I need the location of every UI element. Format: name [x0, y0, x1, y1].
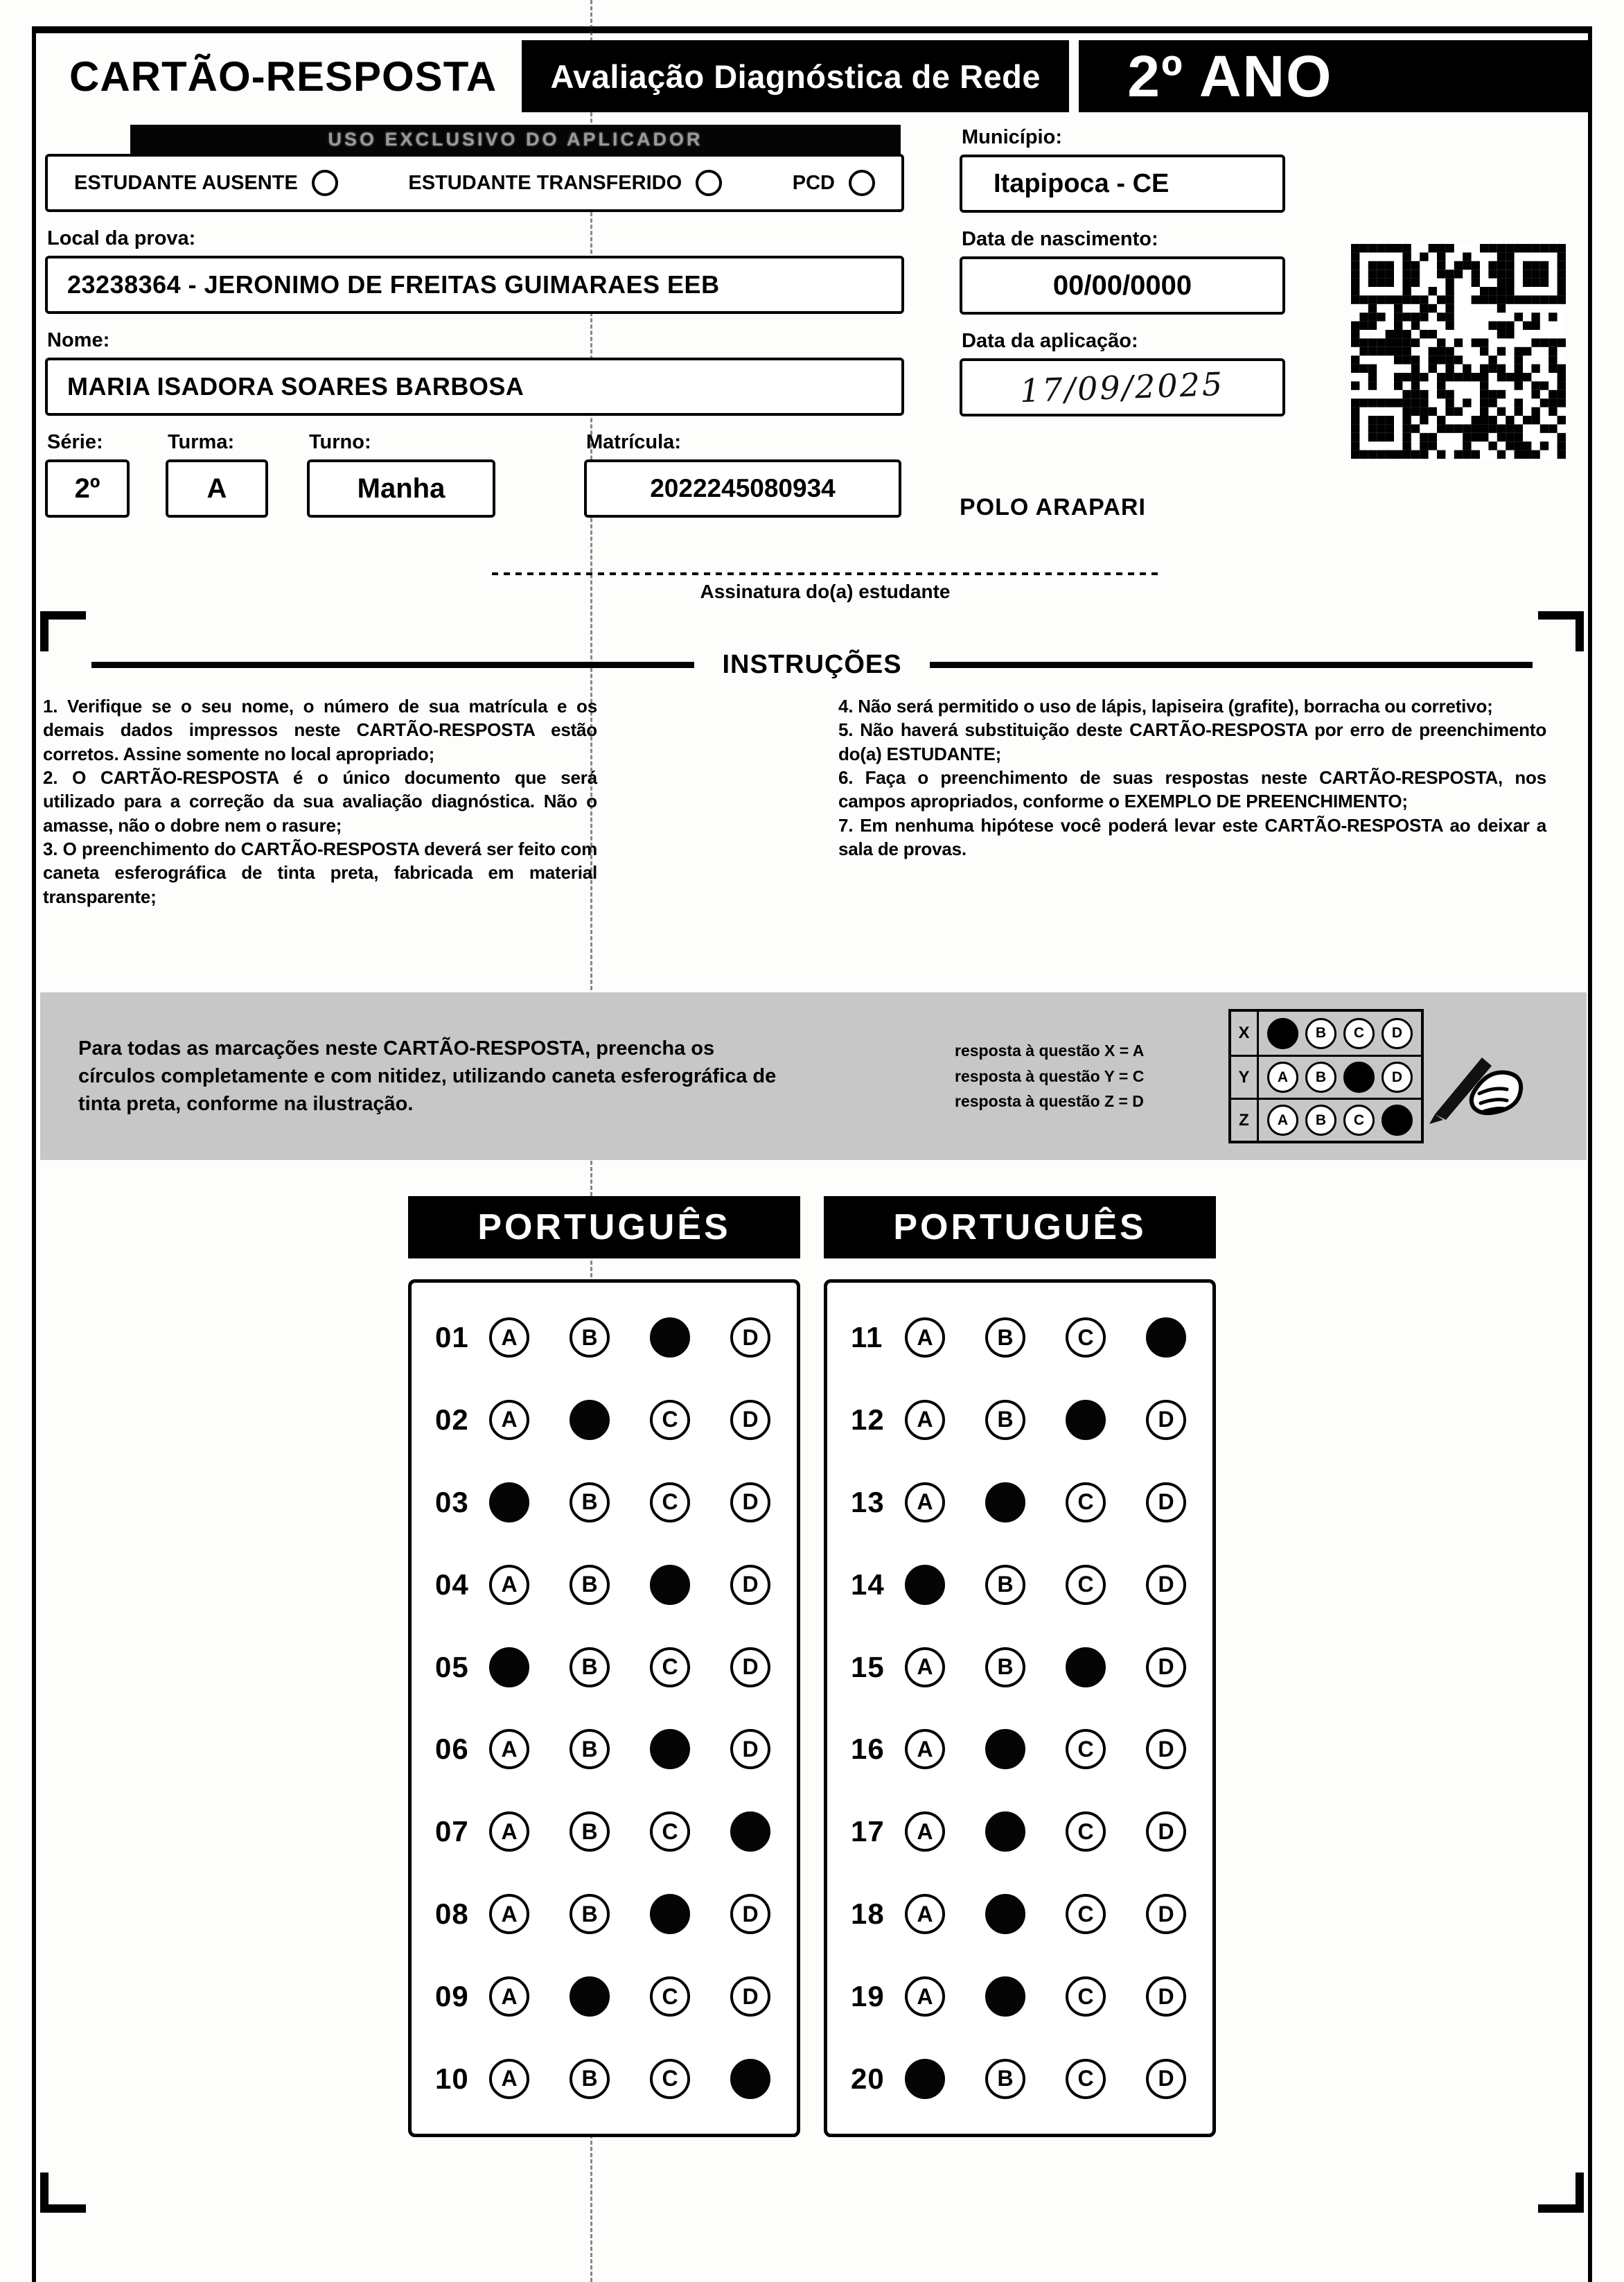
matricula-value: 2022245080934 — [584, 459, 901, 518]
example-row-label: Y — [1231, 1057, 1259, 1098]
example-grid-row — [1231, 1012, 1421, 1055]
question-row — [412, 2059, 797, 2099]
answer-bubble-b[interactable] — [985, 1729, 1025, 1769]
answer-bubble-d[interactable]: D — [1146, 1565, 1186, 1605]
instructions-rule-left — [91, 662, 694, 668]
signature-line[interactable] — [492, 572, 1158, 575]
answer-bubble-b[interactable] — [570, 1400, 610, 1440]
example-bubble-a[interactable] — [1267, 1018, 1298, 1049]
answer-bubble-c[interactable]: C — [1066, 2059, 1106, 2099]
aplicacao-value-handwritten: 17/09/2025 — [1019, 365, 1226, 410]
instruction-item: 7. Em nenhuma hipótese você poderá levar este CARTÃO-RESPOSTA ao deixar a sala de provas. — [838, 814, 1546, 859]
question-row — [412, 1894, 797, 1934]
question-row — [827, 2059, 1212, 2099]
question-row — [412, 1976, 797, 2017]
answer-bubble-b[interactable]: B — [570, 1565, 610, 1605]
corner-bracket-bottom-right — [1538, 2173, 1584, 2213]
answer-bubble-d[interactable]: D — [1146, 1482, 1186, 1522]
aplicacao-field — [960, 358, 1285, 416]
answer-bubble-a[interactable]: A — [489, 1811, 529, 1852]
turno-label: Turno: — [309, 431, 371, 453]
example-bubble-c[interactable]: C — [1343, 1105, 1375, 1136]
nascimento-value: 00/00/0000 — [1052, 270, 1192, 301]
answer-bubble-d[interactable]: D — [1146, 1729, 1186, 1769]
answer-bubble-a[interactable]: A — [905, 1482, 945, 1522]
question-row — [827, 1976, 1212, 2017]
answer-grid — [408, 1279, 800, 2137]
answer-bubble-d[interactable]: D — [730, 1647, 770, 1687]
identification-left-column — [45, 125, 904, 518]
instruction-item: 2. O CARTÃO-RESPOSTA é o único documento que será utilizado para a correção da sua avaliação diagnóstica. Não o amasse, não o dobre nem o rasure; — [43, 766, 597, 836]
answer-bubble-a[interactable]: A — [489, 2059, 529, 2099]
question-number: 01 — [435, 1321, 469, 1353]
question-number: 03 — [435, 1485, 469, 1518]
question-bubbles — [905, 1482, 1186, 1522]
instruction-item: 4. Não será permitido o uso de lápis, lapiseira (grafite), borracha ou corretivo; — [838, 696, 1493, 717]
applicator-option-label: ESTUDANTE AUSENTE — [74, 171, 298, 194]
applicator-option — [408, 170, 722, 196]
answer-bubble-a[interactable]: A — [489, 1894, 529, 1934]
question-row — [827, 1565, 1212, 1605]
question-row — [412, 1729, 797, 1769]
question-number: 14 — [851, 1568, 885, 1601]
answer-bubble-b[interactable]: B — [570, 1482, 610, 1522]
answer-bubble-b[interactable] — [985, 1811, 1025, 1852]
sheet-subtitle: Avaliação Diagnóstica de Rede — [550, 58, 1041, 95]
answer-bubble-b[interactable]: B — [985, 2059, 1025, 2099]
answer-bubble-c[interactable]: C — [650, 1400, 690, 1440]
serie-value: 2º — [45, 459, 130, 518]
aplicacao-label: Data da aplicação: — [962, 330, 1138, 352]
answer-bubble-c[interactable] — [650, 1317, 690, 1358]
question-number: 04 — [435, 1568, 469, 1601]
answer-bubble-c[interactable]: C — [1066, 1894, 1106, 1934]
example-bubble-b[interactable]: B — [1305, 1062, 1336, 1093]
answer-bubble-d[interactable]: D — [730, 1894, 770, 1934]
question-row — [827, 1729, 1212, 1769]
instruction-item: 5. Não haverá substituição deste CARTÃO-RESPOSTA por erro de preenchimento do(a) ESTUDANTE; — [838, 719, 1546, 764]
turno-value: Manha — [307, 459, 495, 518]
question-row — [827, 1811, 1212, 1852]
answer-bubble-c[interactable] — [650, 1894, 690, 1934]
example-bubble-c[interactable] — [1343, 1062, 1375, 1093]
example-caption: resposta à questão X = A — [955, 1041, 1145, 1060]
applicator-option — [74, 170, 338, 196]
question-number: 13 — [851, 1485, 885, 1518]
example-caption: resposta à questão Y = C — [955, 1067, 1145, 1085]
answer-bubble-a[interactable]: A — [489, 1976, 529, 2017]
question-row — [412, 1647, 797, 1687]
answer-bubble-d[interactable]: D — [730, 1317, 770, 1358]
corner-bracket-top-left — [40, 611, 86, 651]
corner-bracket-top-right — [1538, 611, 1584, 651]
example-bubble-d[interactable]: D — [1382, 1062, 1413, 1093]
question-bubbles — [489, 1482, 770, 1522]
municipio-field — [960, 155, 1285, 213]
nome-value: MARIA ISADORA SOARES BARBOSA — [67, 372, 524, 401]
example-row-label: Z — [1231, 1100, 1259, 1141]
question-bubbles — [905, 2059, 1186, 2099]
question-number: 10 — [435, 2062, 469, 2095]
example-bubble-d[interactable]: D — [1382, 1018, 1413, 1049]
answer-bubble-d[interactable] — [730, 2059, 770, 2099]
signature-area[interactable] — [492, 572, 1158, 603]
class-info-row — [45, 416, 904, 518]
answer-bubble-a[interactable] — [489, 1482, 529, 1522]
instruction-item: 6. Faça o preenchimento de suas respostas neste CARTÃO-RESPOSTA, nos campos apropriados, conforme o EXEMPLO DE PREENCHIMENTO; — [838, 766, 1546, 812]
question-bubbles — [905, 1400, 1186, 1440]
question-bubbles — [905, 1811, 1186, 1852]
instructions-header — [91, 650, 1533, 680]
question-row — [827, 1894, 1212, 1934]
answer-bubble-b[interactable]: B — [570, 1317, 610, 1358]
answer-bubble-a[interactable]: A — [905, 1729, 945, 1769]
applicator-option-bubble[interactable] — [696, 170, 722, 196]
question-bubbles — [489, 1811, 770, 1852]
question-row — [412, 1565, 797, 1605]
question-number: 07 — [435, 1815, 469, 1848]
instructions-body — [43, 694, 1589, 985]
answer-bubble-d[interactable]: D — [1146, 1811, 1186, 1852]
question-row — [827, 1482, 1212, 1522]
example-grid-row — [1231, 1055, 1421, 1098]
example-grid — [1228, 1009, 1424, 1143]
question-bubbles — [905, 1647, 1186, 1687]
answer-bubble-a[interactable]: A — [905, 1811, 945, 1852]
answer-bubble-d[interactable]: D — [1146, 1894, 1186, 1934]
answer-section-title: PORTUGUÊS — [824, 1196, 1216, 1258]
grade-bar — [1079, 40, 1588, 112]
answer-bubble-a[interactable]: A — [489, 1317, 529, 1358]
applicator-option-bubble[interactable] — [849, 170, 875, 196]
answer-bubble-c[interactable] — [1066, 1647, 1106, 1687]
answer-sections — [0, 1196, 1624, 2137]
question-bubbles — [489, 1317, 770, 1358]
matricula-label: Matrícula: — [586, 431, 681, 453]
answer-bubble-a[interactable] — [905, 2059, 945, 2099]
question-number: 17 — [851, 1815, 885, 1848]
answer-bubble-a[interactable] — [905, 1565, 945, 1605]
answer-bubble-a[interactable]: A — [905, 1976, 945, 2017]
answer-bubble-b[interactable]: B — [570, 1647, 610, 1687]
hand-pen-illustration — [1428, 1042, 1525, 1129]
question-bubbles — [489, 1894, 770, 1934]
answer-bubble-a[interactable]: A — [905, 1400, 945, 1440]
applicator-options — [45, 154, 904, 212]
question-bubbles — [489, 1647, 770, 1687]
nascimento-field — [960, 256, 1285, 315]
example-bubble-a[interactable]: A — [1267, 1062, 1298, 1093]
header-gap — [1069, 40, 1079, 112]
answer-bubble-b[interactable]: B — [985, 1647, 1025, 1687]
answer-bubble-d[interactable] — [1146, 1317, 1186, 1358]
answer-bubble-d[interactable]: D — [730, 1729, 770, 1769]
qr-code — [1351, 244, 1566, 459]
answer-bubble-b[interactable]: B — [570, 1811, 610, 1852]
grade-label: 2º ANO — [1127, 43, 1333, 109]
answer-bubble-b[interactable] — [570, 1976, 610, 2017]
applicator-option-label: PCD — [792, 171, 835, 194]
sheet-title: CARTÃO-RESPOSTA — [69, 53, 497, 100]
fill-example-text: Para todas as marcações neste CARTÃO-RESPOSTA, preencha os círculos completamente e com nitidez, utilizando caneta esferográfica de tinta preta, conforme na ilustração. — [78, 1037, 777, 1115]
example-bubbles — [1259, 1105, 1421, 1136]
turma-value: A — [166, 459, 268, 518]
answer-bubble-c[interactable]: C — [1066, 1976, 1106, 2017]
answer-bubble-d[interactable]: D — [730, 1565, 770, 1605]
nome-label: Nome: — [47, 329, 110, 351]
answer-bubble-a[interactable]: A — [905, 1647, 945, 1687]
turno-field — [307, 416, 495, 518]
example-grid-row — [1231, 1098, 1421, 1141]
answer-bubble-c[interactable]: C — [1066, 1565, 1106, 1605]
local-field — [45, 256, 904, 314]
nascimento-label: Data de nascimento: — [962, 228, 1158, 250]
answer-bubble-b[interactable]: B — [570, 1729, 610, 1769]
question-bubbles — [489, 1565, 770, 1605]
instruction-item: 3. O preenchimento do CARTÃO-RESPOSTA deverá ser feito com caneta esferográfica de tinta preta, fabricada em material transparente; — [43, 838, 597, 907]
example-caption: resposta à questão Z = D — [955, 1092, 1144, 1111]
answer-bubble-c[interactable]: C — [1066, 1482, 1106, 1522]
local-value: 23238364 - JERONIMO DE FREITAS GUIMARAES EEB — [67, 270, 720, 299]
question-bubbles — [489, 1729, 770, 1769]
question-bubbles — [489, 1400, 770, 1440]
fill-example-box — [40, 992, 1587, 1160]
answer-section-title: PORTUGUÊS — [408, 1196, 800, 1258]
answer-bubble-a[interactable]: A — [489, 1400, 529, 1440]
example-row-label: X — [1231, 1012, 1259, 1055]
answer-section — [408, 1196, 800, 2137]
instructions-rule-right — [930, 662, 1533, 668]
answer-bubble-b[interactable] — [985, 1482, 1025, 1522]
serie-label: Série: — [47, 431, 103, 453]
answer-bubble-d[interactable]: D — [730, 1400, 770, 1440]
answer-bubble-c[interactable]: C — [650, 1976, 690, 2017]
applicator-option — [793, 170, 875, 196]
applicator-bar-label: USO EXCLUSIVO DO APLICADOR — [130, 125, 901, 154]
question-number: 09 — [435, 1980, 469, 2012]
example-bubble-b[interactable]: B — [1305, 1105, 1336, 1136]
turma-field — [166, 416, 268, 518]
question-number: 12 — [851, 1403, 885, 1436]
example-bubbles — [1259, 1018, 1421, 1049]
answer-bubble-b[interactable]: B — [570, 1894, 610, 1934]
answer-section — [824, 1196, 1216, 2137]
answer-bubble-c[interactable] — [1066, 1400, 1106, 1440]
answer-bubble-d[interactable]: D — [1146, 1400, 1186, 1440]
instructions-title: INSTRUÇÕES — [722, 650, 902, 679]
question-number: 18 — [851, 1897, 885, 1931]
answer-bubble-b[interactable] — [985, 1894, 1025, 1934]
question-row — [412, 1811, 797, 1852]
example-bubble-c[interactable]: C — [1343, 1018, 1375, 1049]
instructions-right — [838, 694, 1546, 861]
local-label: Local da prova: — [47, 227, 196, 249]
question-number: 16 — [851, 1732, 885, 1766]
question-bubbles — [905, 1565, 1186, 1605]
identification-area — [45, 125, 1591, 541]
sheet-subtitle-bar — [522, 40, 1069, 112]
answer-bubble-d[interactable]: D — [1146, 2059, 1186, 2099]
example-bubble-d[interactable] — [1382, 1105, 1413, 1136]
answer-bubble-b[interactable] — [985, 1976, 1025, 2017]
answer-bubble-b[interactable]: B — [985, 1317, 1025, 1358]
municipio-label: Município: — [962, 126, 1062, 148]
matricula-field — [584, 416, 901, 518]
sheet-header — [69, 40, 1588, 112]
answer-bubble-c[interactable]: C — [1066, 1317, 1106, 1358]
question-row — [412, 1317, 797, 1358]
answer-bubble-c[interactable]: C — [650, 1647, 690, 1687]
question-number: 19 — [851, 1980, 885, 2012]
answer-bubble-a[interactable]: A — [489, 1565, 529, 1605]
question-row — [827, 1400, 1212, 1440]
answer-bubble-d[interactable]: D — [730, 1976, 770, 2017]
answer-bubble-c[interactable]: C — [650, 1482, 690, 1522]
polo-label: POLO ARAPARI — [960, 494, 1146, 520]
question-bubbles — [489, 2059, 770, 2099]
answer-bubble-b[interactable]: B — [985, 1400, 1025, 1440]
question-number: 02 — [435, 1403, 469, 1436]
answer-bubble-b[interactable]: B — [985, 1565, 1025, 1605]
answer-bubble-d[interactable] — [730, 1811, 770, 1852]
answer-bubble-c[interactable]: C — [650, 2059, 690, 2099]
question-number: 05 — [435, 1650, 469, 1683]
question-bubbles — [905, 1317, 1186, 1358]
answer-bubble-d[interactable]: D — [730, 1482, 770, 1522]
example-bubble-b[interactable]: B — [1305, 1018, 1336, 1049]
answer-bubble-a[interactable] — [489, 1647, 529, 1687]
example-captions — [955, 1038, 1197, 1114]
answer-bubble-a[interactable]: A — [905, 1894, 945, 1934]
answer-bubble-c[interactable]: C — [1066, 1811, 1106, 1852]
question-bubbles — [905, 1729, 1186, 1769]
nome-field — [45, 358, 904, 416]
question-row — [412, 1482, 797, 1522]
instructions-left — [43, 694, 597, 909]
turma-label: Turma: — [168, 431, 235, 453]
question-bubbles — [905, 1894, 1186, 1934]
question-number: 11 — [851, 1321, 883, 1353]
municipio-value: Itapipoca - CE — [994, 168, 1170, 198]
answer-bubble-d[interactable]: D — [1146, 1647, 1186, 1687]
question-row — [827, 1647, 1212, 1687]
answer-bubble-d[interactable]: D — [1146, 1976, 1186, 2017]
question-number: 15 — [851, 1650, 885, 1683]
answer-bubble-c[interactable]: C — [1066, 1729, 1106, 1769]
serie-field — [45, 416, 130, 518]
question-bubbles — [489, 1976, 770, 2017]
identification-right-column — [960, 126, 1285, 521]
question-number: 06 — [435, 1732, 469, 1766]
question-number: 08 — [435, 1897, 469, 1931]
example-bubbles — [1259, 1062, 1421, 1093]
question-number: 20 — [851, 2062, 885, 2095]
answer-bubble-c[interactable] — [650, 1565, 690, 1605]
answer-bubble-a[interactable]: A — [489, 1729, 529, 1769]
applicator-option-label: ESTUDANTE TRANSFERIDO — [408, 171, 682, 194]
applicator-option-bubble[interactable] — [312, 170, 338, 196]
question-row — [412, 1400, 797, 1440]
example-bubble-a[interactable]: A — [1267, 1105, 1298, 1136]
answer-bubble-c[interactable] — [650, 1729, 690, 1769]
answer-bubble-c[interactable]: C — [650, 1811, 690, 1852]
answer-bubble-a[interactable]: A — [905, 1317, 945, 1358]
question-row — [827, 1317, 1212, 1358]
answer-grid — [824, 1279, 1216, 2137]
question-bubbles — [905, 1976, 1186, 2017]
answer-bubble-b[interactable]: B — [570, 2059, 610, 2099]
signature-label: Assinatura do(a) estudante — [700, 581, 951, 602]
corner-bracket-bottom-left — [40, 2173, 86, 2213]
instruction-item: 1. Verifique se o seu nome, o número de sua matrícula e os demais dados impressos neste CARTÃO-RESPOSTA estão corretos. Assine somente no local apropriado; — [43, 696, 597, 764]
